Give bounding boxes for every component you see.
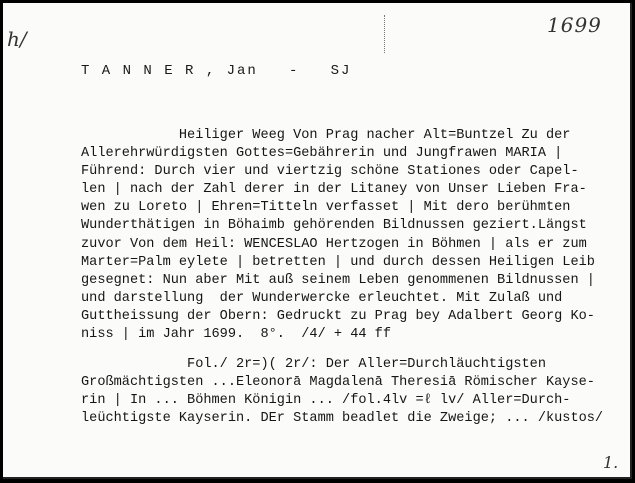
handwritten-corner-mark: h/ [7, 27, 27, 51]
handwritten-page-mark: 1. [603, 453, 619, 472]
description-line: Allerehrwürdigsten Gottes=Gebährerin und Jungfrawen MARIA | [81, 146, 563, 162]
description-line: Heiliger Weeg Von Prag nacher Alt=Buntzel Zu der [81, 128, 571, 143]
card-text [81, 127, 621, 429]
handwritten-reference-number: 1699 [547, 13, 602, 37]
collation-line: leüchtigste Kayserin. DEr Stamm beadlet die Zweige; ... /kustos/ [81, 411, 604, 427]
catalog-card [3, 3, 632, 479]
description-line: gesegnet: Nun aber Mit auß seinem Leben genommenen Bildnussen | [81, 272, 595, 288]
description-line: Führend: Durch vier und viertzig schöne Stationes oder Capel- [81, 164, 579, 180]
description-line: zuvor Von dem Heil: WENCESLAO Hertzogen in Böhmen | als er zum [81, 236, 587, 252]
author-heading: T A N N E R , Jan - SJ [81, 63, 352, 79]
description-line: und darstellung der Wunderwercke erleuchtet. Mit Zulaß und [81, 290, 563, 306]
description-line: Guttheissung der Obern: Gedruckt zu Prag bey Adalbert Georg Ko- [81, 308, 595, 324]
description-line: niss | im Jahr 1699. 8°. /4/ + 44 ff [81, 327, 391, 343]
description-line: len | nach der Zahl derer in der Litaney von Unser Lieben Fra- [81, 182, 587, 198]
description-line: wen zu Loreto | Ehren=Titteln verfasset | Mit dero berühmten [81, 200, 571, 216]
collation-line: rin | In ... Böhmen Königin ... /fol.4lv =ℓ lv/ Aller=Durch- [81, 393, 571, 409]
scan-speck-marks [384, 15, 388, 53]
description-line: Marter=Palm eylete | betretten | und durch dessen Heiligen Leib [81, 254, 595, 270]
paragraph-gap [81, 344, 621, 356]
collation-line: Fol./ 2r=)( 2r/: Der Aller=Durchläuchtigsten [81, 357, 546, 373]
description-line: Wunderthätigen in Böhaimb gehörenden Bildnussen geziert.Längst [81, 218, 587, 234]
collation-line: Großmächtigsten ...Eleonorā Magdalenā Theresiā Römischer Kayse- [81, 375, 595, 391]
